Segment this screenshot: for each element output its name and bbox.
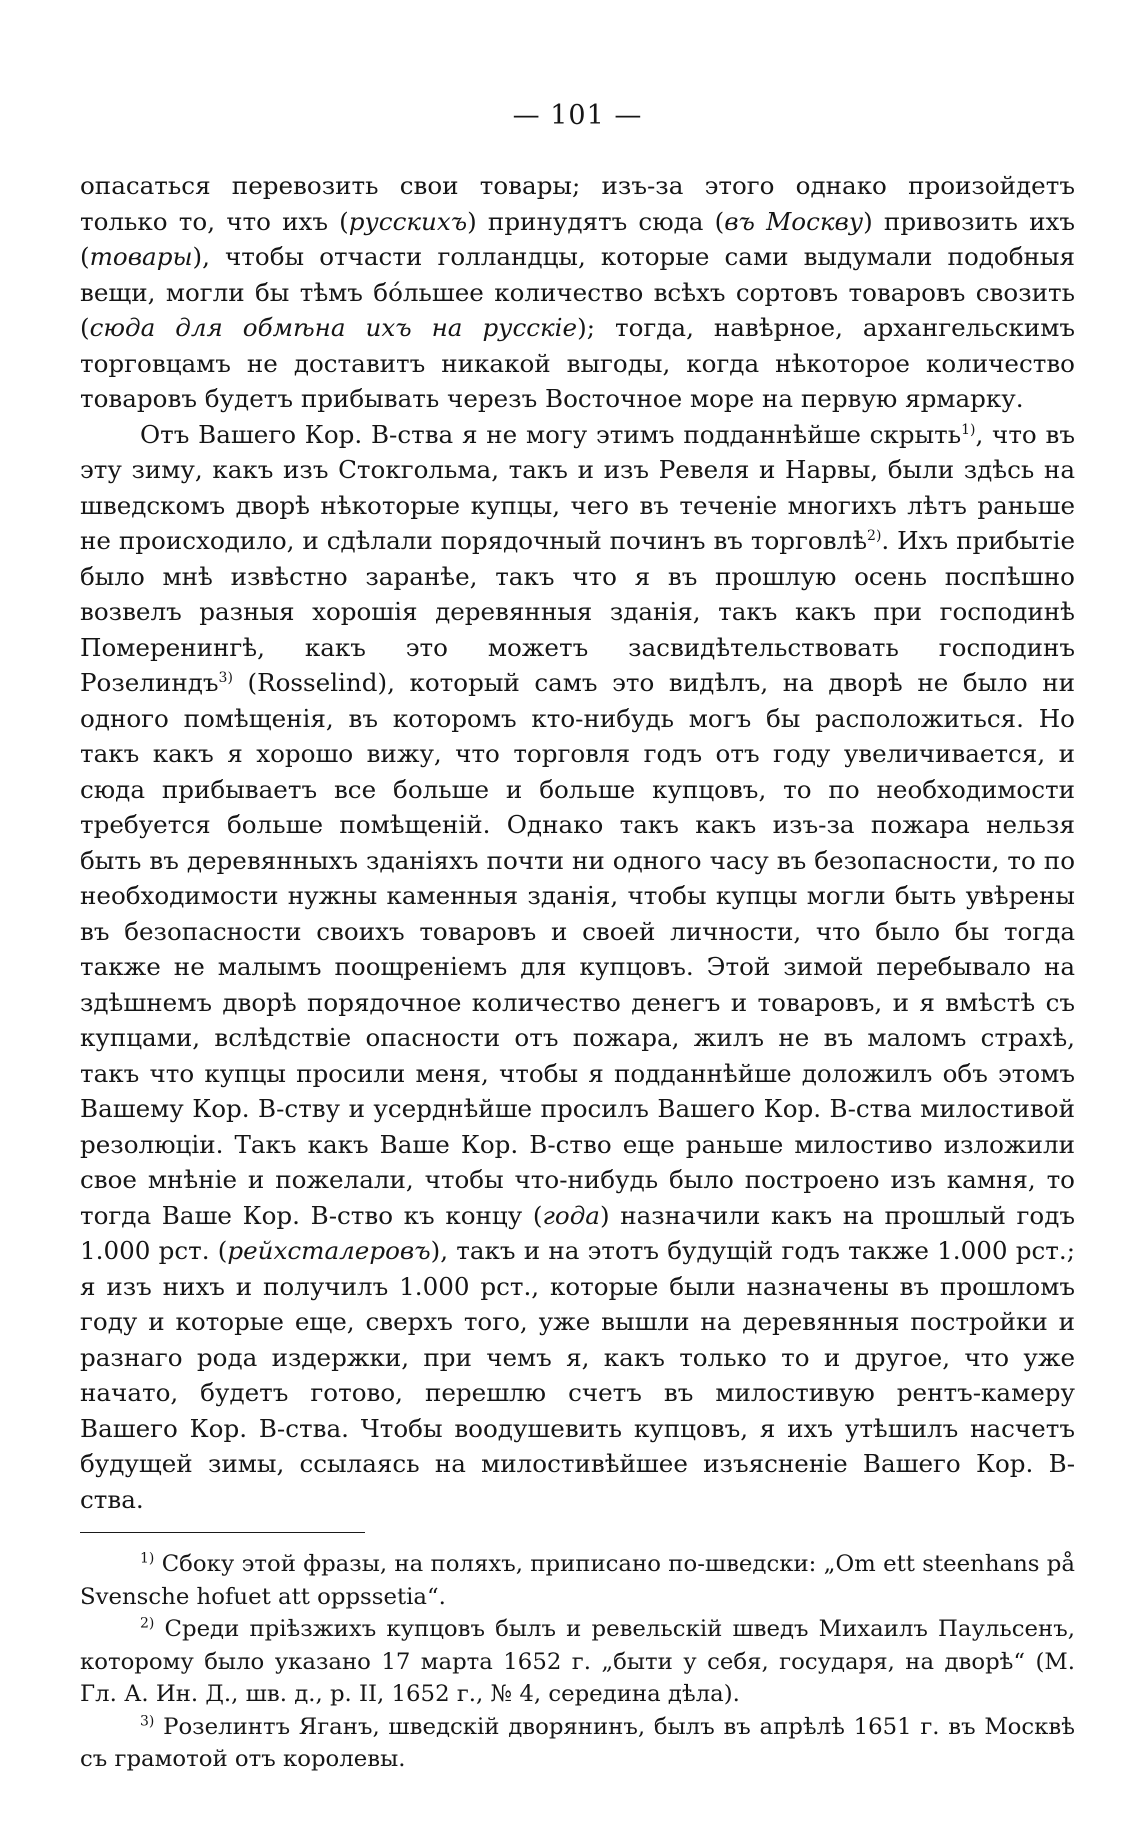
footnote-marker: 3): [140, 1712, 155, 1729]
text-run: ) привозить ихъ (: [80, 206, 1076, 271]
text-run: опасаться перевозить свои товары; изъ-за этого однако произойдетъ только то, что ихъ (: [80, 171, 1075, 236]
text-run: ), такъ и на этотъ будущій годъ также 1.000 рст.; я изъ нихъ и получилъ 1.000 рст., которые были назначены въ прошломъ году и которые еще, сверхъ того, уже вышли на деревянныя постройки и разнаго рода издержки, при чемъ я, какъ только то и другое, что уже начато, будетъ готово, перешлю счетъ въ милостивую рентъ-камеру Вашего Кор. В-ства. Чтобы воодушевить купцовъ, я ихъ утѣшилъ насчетъ будущей зимы, ссылаясь на милостивѣйшее изъясненіе Вашего Кор. В-ства.: [80, 1236, 1076, 1514]
text-run: ) назначили какъ на прошлый годъ 1.000 рст. (: [80, 1200, 1076, 1265]
footnote-2: [80, 1613, 1075, 1711]
text-run: ), чтобы отчасти голландцы, которые сами выдумали подобныя вещи, могли бы тѣмъ бóльшее количество всѣхъ сортовъ товаровъ свозить (: [80, 242, 1075, 342]
footnote-marker: 1): [140, 1550, 155, 1567]
body-text: [80, 168, 1075, 1517]
text-run: ); тогда, навѣрное, архангельскимъ торговцамъ не доставитъ никакой выгоды, когда нѣкоторое количество товаровъ будетъ прибывать черезъ Восточное море на первую ярмарку.: [80, 313, 1075, 413]
document-page: [80, 0, 1075, 1836]
italic-text: русскихъ: [348, 206, 468, 236]
footnote-1: [80, 1548, 1075, 1613]
footnote-3: [80, 1711, 1075, 1776]
text-run: Розелинтъ Яганъ, шведскій дворянинъ, былъ въ апрѣлѣ 1651 г. въ Москвѣ съ грамотой отъ королевы.: [80, 1713, 1075, 1772]
text-run: , что въ эту зиму, какъ изъ Стокгольма, такъ и изъ Ревеля и Нарвы, были здѣсь на шведскомъ дворѣ нѣкоторые купцы, чего въ теченіе многихъ лѣтъ раньше не происходило, и сдѣлали порядочный починъ въ торговлѣ: [80, 419, 1075, 555]
footnotes: [80, 1548, 1075, 1776]
italic-text: года: [542, 1200, 600, 1230]
italic-text: рейхсталеровъ: [227, 1236, 431, 1265]
text-run: Отъ Вашего Кор. В-ства я не могу этимъ подданнѣйше скрыть: [140, 419, 962, 449]
text-run: . Ихъ прибытіе было мнѣ извѣстно заранѣе, такъ что я въ прошлую осень поспѣшно возвелъ разныя хорошія деревянныя зданія, такъ какъ при господинѣ Померенингѣ, какъ это можетъ засвидѣтельствовать господинъ Розелиндъ: [80, 526, 1076, 697]
paragraph-2: [80, 417, 1075, 1518]
italic-text: въ Москву: [724, 206, 864, 236]
text-run: ) принудятъ сюда (: [467, 206, 725, 236]
page-number: — 101 —: [512, 100, 643, 131]
italic-text: сюда для обмѣна ихъ на русскіе: [89, 313, 578, 342]
footnote-marker: 3): [218, 669, 233, 686]
footnote-marker: 2): [140, 1615, 155, 1632]
footnote-divider: [80, 1532, 365, 1533]
footnote-marker: 2): [867, 527, 882, 544]
text-run: Сбоку этой фразы, на поляхъ, приписано по-шведски: „Om ett steenhans på Svensche hofuet att oppssetia“.: [80, 1551, 1075, 1610]
text-run: (Rosselind), который самъ это видѣлъ, на дворѣ не было ни одного помѣщенія, въ которомъ кто-нибудь могъ бы расположиться. Но такъ какъ я хорошо вижу, что торговля годъ отъ году увеличивается, и сюда прибываетъ все больше и больше купцовъ, то по необходимости требуется больше помѣщеній. Однако такъ какъ изъ-за пожара нельзя быть въ деревянныхъ зданіяхъ почти ни одного часу въ безопасности, то по необходимости нужны каменныя зданія, чтобы купцы могли быть увѣрены въ безопасности своихъ товаровъ и своей личности, что было бы тогда также не малымъ поощреніемъ для купцовъ. Этой зимой перебывало на здѣшнемъ дворѣ порядочное количество денегъ и товаровъ, и я вмѣстѣ съ купцами, вслѣдствіе опасности отъ пожара, жилъ не въ маломъ страхѣ, такъ что купцы просили меня, чтобы я подданнѣйше доложилъ объ этомъ Вашему Кор. В-ству и усерднѣйше просилъ Вашего Кор. В-ства милостивой резолюціи. Такъ какъ Ваше Кор. В-ство еще раньше милостиво изложили свое мнѣніе и пожелали, чтобы что-нибудь было построено изъ камня, то тогда Ваше Кор. В-ство къ концу (: [80, 668, 1075, 1230]
footnote-marker: 1): [961, 421, 976, 438]
text-run: Среди пріѣзжихъ купцовъ былъ и ревельскій шведъ Михаилъ Паульсенъ, которому было указано 17 марта 1652 г. „быти у себя, государя, на дворѣ“ (М. Гл. А. Ин. Д., шв. д., р. II, 1652 г., № 4, середина дѣла).: [80, 1616, 1075, 1707]
paragraph-1: [80, 168, 1075, 417]
italic-text: товары: [89, 242, 193, 271]
